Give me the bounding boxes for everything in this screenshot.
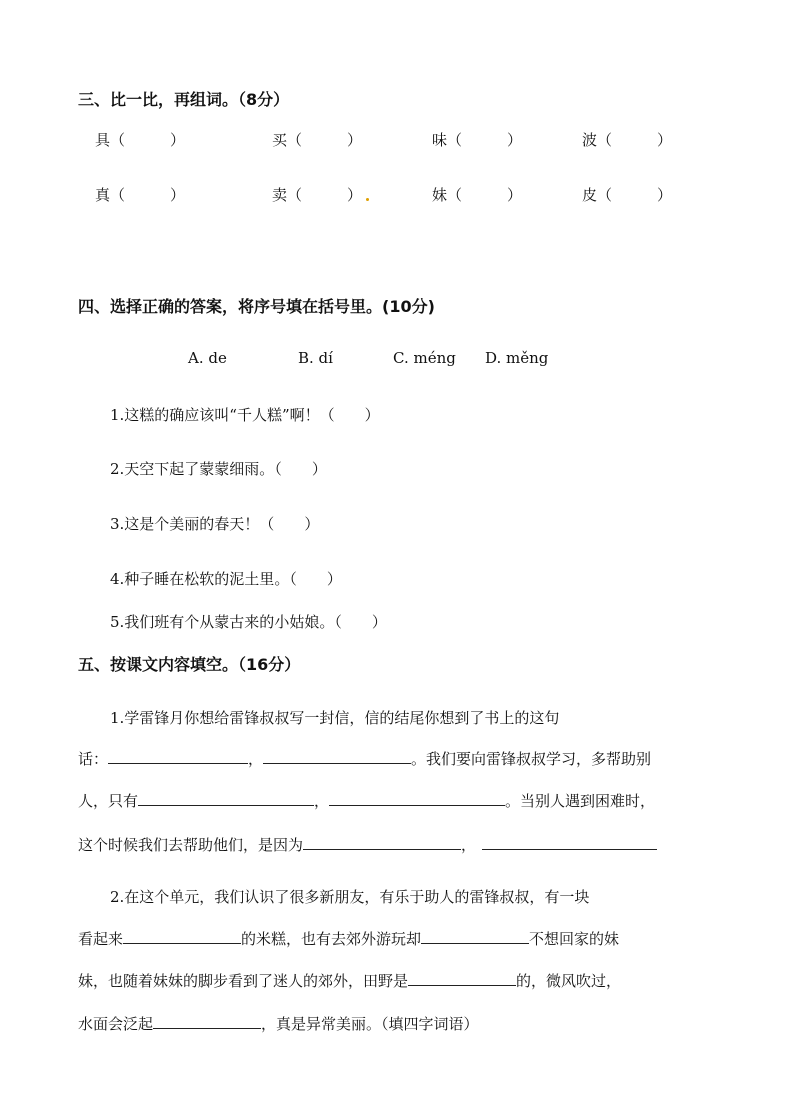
compare-item: 皮（ ） (582, 186, 673, 204)
option-d: D. měng (485, 349, 549, 367)
compare-item: 波（ ） (582, 131, 673, 149)
text-segment: 话： (78, 750, 109, 768)
text-segment: 妹，也随着妹妹的脚步看到了迷人的郊外，田野是 (78, 972, 409, 990)
paragraph-2-line-4 (78, 1013, 479, 1034)
fill-blank[interactable] (153, 1014, 261, 1029)
compare-item: 卖（ ） (272, 186, 363, 204)
paragraph-2-line-2 (78, 928, 619, 949)
paragraph-1-line-2 (78, 748, 651, 769)
fill-blank[interactable] (108, 749, 248, 764)
text-segment: 人，只有 (78, 792, 139, 810)
text-segment: 的米糕，也有去郊外游玩却 (241, 930, 422, 948)
fill-blank[interactable] (303, 835, 461, 850)
text-segment: 的，微风吹过， (516, 972, 622, 990)
compare-item: 妹（ ） (432, 186, 523, 204)
fill-blank[interactable] (329, 791, 505, 806)
paragraph-1-line-1: 1.学雷锋月你想给雷锋叔叔写一封信，信的结尾你想到了书上的这句 (110, 709, 560, 727)
ink-dot (366, 198, 369, 201)
compare-item: 味（ ） (432, 131, 523, 149)
text-segment: 不想回家的妹 (529, 930, 620, 948)
section-5-title: 五、按课文内容填空。（16分） (78, 655, 301, 674)
fill-blank[interactable] (408, 971, 516, 986)
option-b: B. dí (298, 349, 333, 367)
fill-blank[interactable] (263, 749, 411, 764)
text-segment: ， (461, 836, 477, 854)
option-c: C. méng (393, 349, 456, 367)
question-item: 1.这糕的确应该叫“千人糕”啊！（ ） (110, 406, 380, 424)
question-item: 4.种子睡在松软的泥土里。（ ） (110, 570, 342, 588)
text-segment: 看起来 (78, 930, 124, 948)
section-4-title: 四、选择正确的答案，将序号填在括号里。(10分) (78, 297, 435, 316)
text-segment: 这个时候我们去帮助他们，是因为 (78, 836, 304, 854)
text-segment: 。当别人遇到困难时， (505, 792, 656, 810)
paragraph-1-line-3 (78, 790, 655, 811)
compare-item: 具（ ） (95, 131, 186, 149)
text-segment: 水面会泛起 (78, 1015, 154, 1033)
question-item: 3.这是个美丽的春天！（ ） (110, 515, 320, 533)
paragraph-1-line-4 (78, 834, 657, 855)
paragraph-2-line-1: 2.在这个单元，我们认识了很多新朋友，有乐于助人的雷锋叔叔，有一块 (110, 888, 590, 906)
fill-blank[interactable] (138, 791, 314, 806)
fill-blank[interactable] (123, 929, 241, 944)
question-item: 2.天空下起了蒙蒙细雨。（ ） (110, 460, 327, 478)
compare-item: 买（ ） (272, 131, 363, 149)
text-segment: 。我们要向雷锋叔叔学习，多帮助别 (411, 750, 652, 768)
option-a: A. de (188, 349, 227, 367)
fill-blank[interactable] (482, 835, 657, 850)
text-segment: ，真是异常美丽。（填四字词语） (261, 1015, 479, 1033)
section-3-title: 三、比一比，再组词。（8分） (78, 90, 290, 109)
paragraph-2-line-3 (78, 970, 621, 991)
compare-item: 真（ ） (95, 186, 186, 204)
question-item: 5.我们班有个从蒙古来的小姑娘。（ ） (110, 613, 387, 631)
text-segment: ， (248, 750, 264, 768)
fill-blank[interactable] (421, 929, 529, 944)
text-segment: ， (314, 792, 330, 810)
